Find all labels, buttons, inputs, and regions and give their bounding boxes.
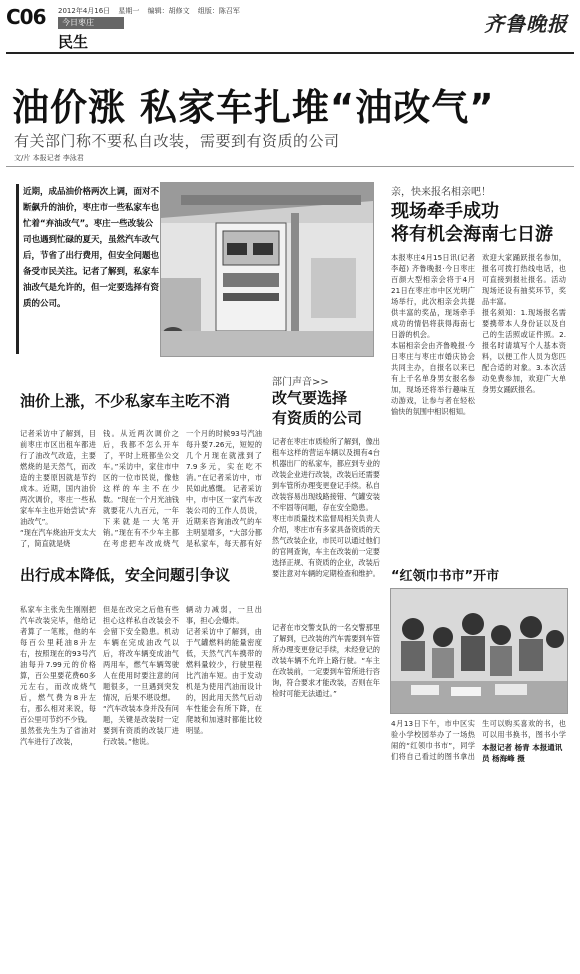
- editor: 编辑：胡修文: [147, 7, 190, 15]
- layout-editor: 组版：陈召军: [197, 7, 240, 15]
- byline: 文/片 本报记者 李泳君: [14, 154, 84, 162]
- weekday: 星期一: [118, 7, 140, 15]
- divider: [6, 166, 574, 167]
- section-title: 民生: [58, 33, 89, 51]
- gas-station-photo: [160, 182, 374, 357]
- section-1-column-1: 记者采访中了解到，目前枣庄市区出租车都进行了油改气改造，主要燃烧的是天然气，而改造的主要原因就是节约成本。近期，国内油价两次调价，枣庄一些私家车车主也开始尝试“弃油改气”。 “现在汽车烧油开支太大了，简直就是烧: [20, 429, 96, 548]
- book-fair-column-1: 4月13日下午，市中区实验小学校园举办了一场热闹的“红领巾书市”，同学们将自己看过的图书拿出: [391, 719, 475, 761]
- promo-column-2: 欢迎大家踊跃报名参加，报名可拨打热线电话，也可直接到报社报名。活动现场还设有抽奖环节，奖品丰富。 报名须知：1.现场报名需要携带本人身份证以及自己的生活照或证件照。2.报名时请填写个人基本资料，以便工作人员为您匹配合适的对象。3.本次活动免费参加，欢迎广大单身男女踊跃报名。: [482, 253, 566, 394]
- section-1-column-3: 一个月的时候93号汽油每升要7.26元，短短的几个月现在就涨到了7.9多元，实在吃不消。”在记者采访中，市民如此感慨。 记者采访中，市中区一家汽车改装公司的工作人员说，近期来咨询油改气的车主明显增多，“大部分都是私家车，每天都有好: [186, 429, 262, 548]
- book-fair-photo: [390, 588, 568, 714]
- promo-column-1: 本报枣庄4月15日讯(记者李超) 齐鲁晚报·今日枣庄百颜大型相亲会将于4月21日在枣庄市中区光明广场举行，此次相亲会共提供丰富的奖品，现场牵手成功的情侣将获得海南七日游的机会。 本届相亲会由齐鲁晚报·今日枣庄与枣庄市婚庆协会共同主办，自报名以来已有上千名单身男女报名参加，现场还将举行趣味互动游戏，让参与者在轻松愉快的氛围中相识相知。: [391, 253, 475, 416]
- section-2-title: 出行成本降低，安全问题引争议: [20, 566, 231, 584]
- section-3-title: 改气要选择 有资质的公司: [272, 389, 363, 427]
- book-fair-title: “红领巾书市”开市: [391, 569, 500, 584]
- lead-paragraph: 近期，成品油价格两次上调，面对不断飙升的油价，枣庄市一些私家车也忙着“弃油改气”。枣庄一些改装公司也遇到忙碌的夏天，虽然汽车改气后，节省了出行费用，但安全问题也备受市民关注。记者了解到，私家车油改气是允许的，但一定要选择有资质的公司。: [16, 184, 161, 354]
- book-fair-column-2: 生可以购买喜欢的书，也可以用书换书，图书小学: [482, 719, 566, 739]
- subheadline: 有关部门称不要私自改装，需要到有资质的公司: [14, 132, 340, 150]
- section-1-title: 油价上涨，不少私家车主吃不消: [20, 392, 231, 410]
- section-1-column-2: 钱。从近两次调价之后，我都不怎么开车了，平时上班都坐公交车。”采访中，家住市中区的一位市民说，像他这样的车主不在少数。“现在一个月光油钱就要花八九百元，一年下来就是一大笔开销。”现在有不少车主都在考虑把车改成烧气: [103, 429, 179, 548]
- section-2-column-2: 但是在改完之后他有些担心这样私自改装会不会留下安全隐患。机动车辆在完成油改气以后，将改车辆变成油气两用车，燃气车辆驾驶人在使用时要注意的问题很多，一旦遇到突发情况，后果不堪设想。 “汽车改装本身并没有问题，关键是改装时一定要到有资质的改装厂进行改装。”他说。: [103, 605, 179, 746]
- gas-station-illustration: [161, 183, 373, 356]
- department-kicker: 部门声音>>: [272, 377, 329, 388]
- headline: 油价涨 私家车扎堆“油改气”: [12, 86, 495, 129]
- children-illustration: [391, 589, 567, 713]
- day-tag: 今日枣庄: [58, 17, 124, 29]
- photo-credit: 本报记者 杨青 本报通讯员 杨海峰 摄: [482, 743, 563, 763]
- paper-logo: 齐鲁晚报: [484, 12, 568, 36]
- promo-title: 现场牵手成功 将有机会海南七日游: [391, 201, 553, 245]
- section-2-column-1: 私家车主张先生刚刚把汽车改装完毕，他给记者算了一笔账，他的车每百公里耗油8升左右，按照现在的93号汽油每升7.99元的价格算，百公里要花费60多元左右，而改成烧气后，燃气费为8升左右，那么相对来说，每百公里可节约不少钱。 虽然张先生为了省油对汽车进行了改装，: [20, 605, 96, 746]
- section-2-column-3: 辆动力减弱，一旦出事，担心会爆炸。 记者采访中了解到，由于气罐燃料的能量密度低，天然气汽车携带的燃料量较少，行驶里程比汽油车短。由于发动机是为使用汽油而设计的，因此用天然气后动车性能会有所下降，在爬坡和加速时都能比较明显。: [186, 605, 262, 735]
- page-number: C06: [6, 6, 48, 28]
- date: 2012年4月16日: [58, 7, 111, 15]
- section-3-body: 记者在枣庄市质检所了解到，像出租车这样的营运车辆以及拥有4台机器出厂的私家车，都应到专业的改装企业进行改装，改装后还需要到车管所办理变更登记手续。私自改装容易出现线路接错、气罐安装不牢固等问题，存在安全隐患。 枣庄市质量技术监督局相关负责人介绍，枣庄市有多家具备资质的天然气改装企业，市民可以通过他们的官网查询，车主在改装前一定要选择正规、有资质的企业，改装后要注意对车辆的定期检查和维护。: [272, 437, 380, 578]
- section-3-body-continued: 记者在市交警支队的一名交警那里了解到，已改装的汽车需要到车管所办理变更登记手续，未经登记的改装车辆不允许上路行驶。“车主在改装前，一定要到车管所进行咨询，符合要求才能改装，否则在年检时可能无法通过。”: [272, 623, 380, 698]
- promo-kicker: 亲，快来报名相亲吧！: [391, 187, 491, 198]
- header-rule: [6, 52, 574, 54]
- header-meta: [58, 6, 246, 16]
